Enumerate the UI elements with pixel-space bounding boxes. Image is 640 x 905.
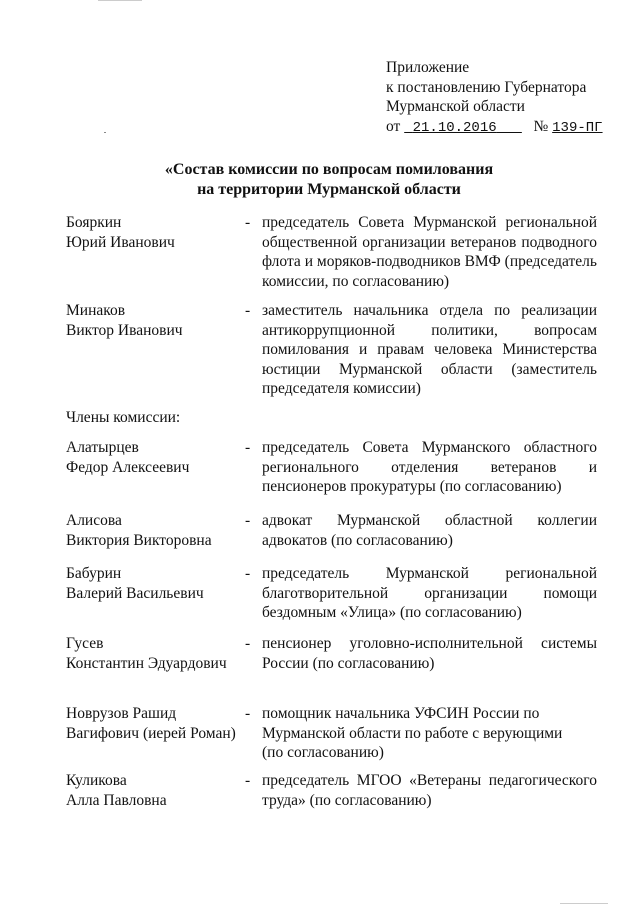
person-role: председатель МГОО «Ветераны педагогического труда» (по согласованию) — [262, 772, 597, 809]
dash: - — [245, 705, 251, 722]
person-role: помощник начальника УФСИН России по Мурманской области по работе с верующими (по согласованию) — [262, 705, 563, 761]
appendix-header — [386, 58, 603, 138]
person-role: председатель Совета Мурманской региональной общественной организации ветеранов подводного флота и моряков-подводников ВМФ (председатель комиссии, по согласованию) — [262, 214, 597, 290]
title-line-1: «Состав комиссии по вопросам помилования — [164, 161, 494, 178]
scan-artifact — [560, 903, 608, 904]
person-name: Минаков Виктор Иванович — [66, 302, 183, 339]
dash: - — [245, 214, 251, 231]
person-role: заместитель начальника отдела по реализации антикоррупционной политики, вопросам помилования и правам человека Министерства юстиции Мурманской области (заместитель председателя комиссии) — [262, 302, 597, 397]
dash: - — [245, 512, 251, 529]
appendix-date-line — [386, 117, 603, 139]
dash: - — [245, 772, 251, 789]
dash: - — [245, 565, 251, 582]
appendix-line-3: Мурманской области — [386, 98, 525, 115]
person-name: Алатырцев Федор Алексеевич — [66, 439, 190, 476]
appendix-line-1: Приложение — [386, 59, 470, 76]
scan-artifact — [104, 132, 106, 133]
decree-date: 21.10.2016 — [412, 119, 497, 136]
title-line-2: на территории Мурманской области — [197, 181, 461, 198]
person-name: Бабурин Валерий Васильевич — [66, 565, 204, 602]
person-name: Алисова Виктория Викторовна — [66, 512, 212, 549]
decree-number: 139-ПГ — [552, 119, 603, 136]
appendix-line-2: к постановлению Губернатора — [386, 78, 587, 96]
person-role: председатель Мурманской региональной благотворительной организации помощи бездомным «Улица» (по согласованию) — [262, 565, 597, 621]
from-label: от — [386, 117, 401, 135]
person-name: Новрузов Рашид Вагифович (иерей Роман) — [66, 705, 236, 742]
dash: - — [245, 635, 251, 652]
members-label: Члены комиссии: — [66, 409, 181, 426]
document-title — [0, 160, 640, 200]
dash: - — [245, 302, 251, 319]
number-label: № — [533, 117, 549, 135]
person-name: Бояркин Юрий Иванович — [66, 214, 175, 251]
scan-artifact — [98, 0, 142, 1]
person-role: пенсионер уголовно-исполнительной системы России (по согласованию) — [262, 635, 597, 672]
person-role: адвокат Мурманской областной коллегии адвокатов (по согласованию) — [262, 512, 597, 549]
person-name: Куликова Алла Павловна — [66, 772, 167, 809]
dash: - — [245, 439, 251, 456]
person-name: Гусев Константин Эдуардович — [66, 635, 227, 672]
person-role: председатель Совета Мурманского областного регионального отделения ветеранов и пенсионеров прокуратуры (по согласованию) — [262, 439, 597, 495]
